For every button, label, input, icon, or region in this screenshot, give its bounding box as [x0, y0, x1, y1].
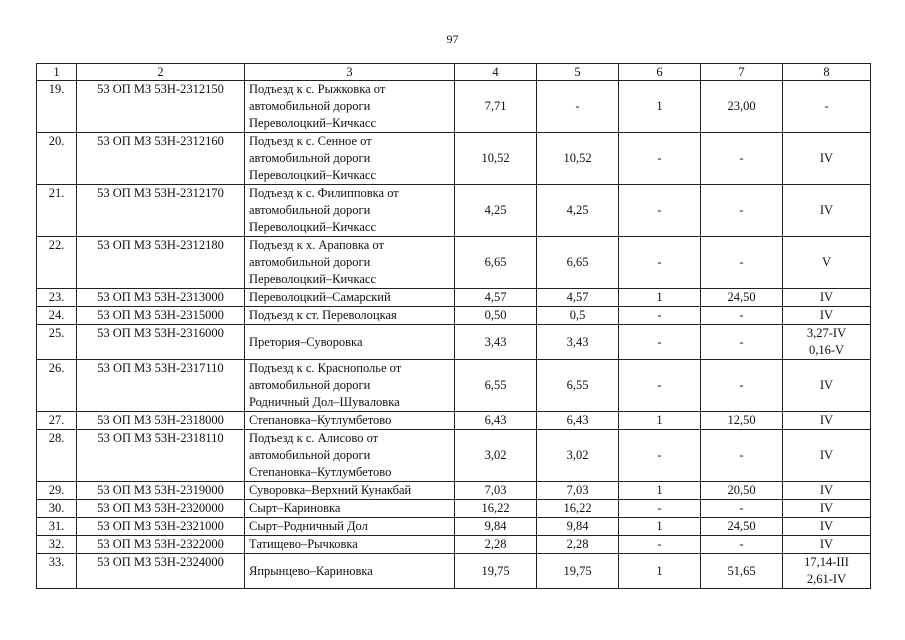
- page-number: 97: [446, 32, 459, 46]
- road-name-line: Степановка–Кутлумбетово: [249, 413, 392, 427]
- road-name: [245, 482, 455, 500]
- road-id: 53 ОП МЗ 53Н-2316000: [77, 325, 245, 360]
- column-header: 4: [455, 64, 537, 81]
- road-name-line: Подъезд к ст. Переволоцкая: [249, 308, 397, 322]
- road-name-line: автомобильной дороги: [249, 151, 371, 165]
- category-line: IV: [819, 413, 834, 427]
- road-name-line: Сырт–Родничный Дол: [249, 519, 368, 533]
- road-name-line: автомобильной дороги: [249, 255, 371, 269]
- col4-value: 19,75: [455, 554, 537, 589]
- roads-table: [36, 63, 871, 589]
- category-line: 3,27-IV: [806, 326, 847, 340]
- col4-value: 6,55: [455, 360, 537, 412]
- road-name-line: Суворовка–Верхний Кунакбай: [249, 483, 412, 497]
- road-name-line: автомобильной дороги: [249, 378, 371, 392]
- table-row: [37, 412, 871, 430]
- road-name: [245, 536, 455, 554]
- road-name: [245, 237, 455, 289]
- col7-value: 20,50: [701, 482, 783, 500]
- category-value: [783, 518, 871, 536]
- road-name: [245, 133, 455, 185]
- col4-value: 3,02: [455, 430, 537, 482]
- col6-value: -: [619, 185, 701, 237]
- table-row: [37, 133, 871, 185]
- road-name-line: автомобильной дороги: [249, 448, 371, 462]
- col4-value: 0,50: [455, 307, 537, 325]
- col5-value: 10,52: [537, 133, 619, 185]
- col5-value: 16,22: [537, 500, 619, 518]
- road-name-line: Япрынцево–Кариновка: [249, 563, 373, 578]
- category-value: [783, 133, 871, 185]
- col5-value: 6,55: [537, 360, 619, 412]
- category-line: IV: [819, 290, 834, 304]
- road-name: [245, 81, 455, 133]
- col5-value: 0,5: [537, 307, 619, 325]
- road-name-line: Сырт–Кариновка: [249, 501, 341, 515]
- category-line: 2,61-IV: [806, 572, 847, 586]
- row-number: 33.: [37, 554, 77, 589]
- row-number: 22.: [37, 237, 77, 289]
- col7-value: 24,50: [701, 518, 783, 536]
- category-line: -: [824, 99, 829, 113]
- col5-value: 7,03: [537, 482, 619, 500]
- road-name: [245, 307, 455, 325]
- col7-value: -: [701, 185, 783, 237]
- road-id: 53 ОП МЗ 53Н-2320000: [77, 500, 245, 518]
- road-name: [245, 518, 455, 536]
- road-name: [245, 360, 455, 412]
- category-line: IV: [819, 483, 834, 497]
- category-value: [783, 482, 871, 500]
- road-id: 53 ОП МЗ 53Н-2312170: [77, 185, 245, 237]
- category-value: [783, 554, 871, 589]
- col7-value: -: [701, 500, 783, 518]
- column-header: 6: [619, 64, 701, 81]
- col4-value: 4,57: [455, 289, 537, 307]
- col5-value: 3,02: [537, 430, 619, 482]
- col5-value: 6,65: [537, 237, 619, 289]
- road-name-line: Степановка–Кутлумбетово: [249, 465, 392, 479]
- road-name: [245, 554, 455, 589]
- road-id: 53 ОП МЗ 53Н-2313000: [77, 289, 245, 307]
- category-line: 17,14-III: [804, 555, 849, 569]
- col7-value: 12,50: [701, 412, 783, 430]
- col6-value: 1: [619, 518, 701, 536]
- road-name-line: автомобильной дороги: [249, 203, 371, 217]
- category-line: IV: [819, 501, 834, 515]
- column-header: 8: [783, 64, 871, 81]
- row-number: 28.: [37, 430, 77, 482]
- column-header: 3: [245, 64, 455, 81]
- table-row: [37, 536, 871, 554]
- category-line: IV: [819, 448, 834, 462]
- col7-value: -: [701, 536, 783, 554]
- col6-value: -: [619, 237, 701, 289]
- col6-value: -: [619, 500, 701, 518]
- col6-value: -: [619, 360, 701, 412]
- road-name-line: Подъезд к с. Краснополье от: [249, 361, 402, 375]
- col6-value: 1: [619, 482, 701, 500]
- table-row: [37, 500, 871, 518]
- category-line: 0,16-V: [808, 343, 845, 357]
- road-id: 53 ОП МЗ 53Н-2321000: [77, 518, 245, 536]
- col5-value: -: [537, 81, 619, 133]
- category-line: IV: [819, 537, 834, 551]
- column-header: 2: [77, 64, 245, 81]
- col7-value: 24,50: [701, 289, 783, 307]
- table-row: [37, 554, 871, 589]
- col5-value: 9,84: [537, 518, 619, 536]
- category-value: [783, 289, 871, 307]
- col4-value: 6,43: [455, 412, 537, 430]
- col5-value: 3,43: [537, 325, 619, 360]
- category-line: IV: [819, 378, 834, 392]
- col6-value: 1: [619, 412, 701, 430]
- col7-value: -: [701, 325, 783, 360]
- col4-value: 2,28: [455, 536, 537, 554]
- col7-value: -: [701, 237, 783, 289]
- road-id: 53 ОП МЗ 53Н-2318000: [77, 412, 245, 430]
- category-line: IV: [819, 203, 834, 217]
- category-line: IV: [819, 308, 834, 322]
- column-header: 7: [701, 64, 783, 81]
- road-name-line: Переволоцкий–Самарский: [249, 290, 391, 304]
- road-name: [245, 325, 455, 360]
- col5-value: 19,75: [537, 554, 619, 589]
- col6-value: -: [619, 307, 701, 325]
- row-number: 20.: [37, 133, 77, 185]
- table-row: [37, 360, 871, 412]
- col5-value: 4,25: [537, 185, 619, 237]
- table-row: [37, 307, 871, 325]
- road-id: 53 ОП МЗ 53Н-2312180: [77, 237, 245, 289]
- col6-value: -: [619, 325, 701, 360]
- road-id: 53 ОП МЗ 53Н-2319000: [77, 482, 245, 500]
- road-name: [245, 500, 455, 518]
- row-number: 29.: [37, 482, 77, 500]
- road-name-line: Подъезд к с. Сенное от: [249, 134, 372, 148]
- row-number: 31.: [37, 518, 77, 536]
- col4-value: 3,43: [455, 325, 537, 360]
- col4-value: 10,52: [455, 133, 537, 185]
- category-value: [783, 500, 871, 518]
- col7-value: 51,65: [701, 554, 783, 589]
- row-number: 24.: [37, 307, 77, 325]
- category-value: [783, 536, 871, 554]
- col4-value: 7,71: [455, 81, 537, 133]
- category-value: [783, 81, 871, 133]
- category-value: [783, 430, 871, 482]
- road-id: 53 ОП МЗ 53Н-2312160: [77, 133, 245, 185]
- road-name: [245, 289, 455, 307]
- road-name: [245, 185, 455, 237]
- road-id: 53 ОП МЗ 53Н-2317110: [77, 360, 245, 412]
- category-value: [783, 325, 871, 360]
- road-name-line: Родничный Дол–Шуваловка: [249, 395, 400, 409]
- category-value: [783, 412, 871, 430]
- road-name-line: Подъезд к х. Араповка от: [249, 238, 384, 252]
- col6-value: -: [619, 430, 701, 482]
- row-number: 21.: [37, 185, 77, 237]
- road-name-line: Подъезд к с. Алисово от: [249, 431, 379, 445]
- col5-value: 2,28: [537, 536, 619, 554]
- road-name-line: Подъезд к с. Филипповка от: [249, 186, 399, 200]
- road-name-line: Переволоцкий–Кичкасс: [249, 272, 376, 286]
- col7-value: -: [701, 360, 783, 412]
- road-name-line: Переволоцкий–Кичкасс: [249, 220, 376, 234]
- col6-value: 1: [619, 81, 701, 133]
- road-name-line: Претория–Суворовка: [249, 334, 363, 349]
- table-row: [37, 518, 871, 536]
- table-row: [37, 185, 871, 237]
- row-number: 25.: [37, 325, 77, 360]
- row-number: 26.: [37, 360, 77, 412]
- col4-value: 9,84: [455, 518, 537, 536]
- col5-value: 4,57: [537, 289, 619, 307]
- category-line: IV: [819, 519, 834, 533]
- road-id: 53 ОП МЗ 53Н-2315000: [77, 307, 245, 325]
- category-line: V: [821, 255, 832, 269]
- row-number: 27.: [37, 412, 77, 430]
- col4-value: 16,22: [455, 500, 537, 518]
- road-id: 53 ОП МЗ 53Н-2322000: [77, 536, 245, 554]
- road-name: [245, 430, 455, 482]
- col7-value: -: [701, 133, 783, 185]
- road-name-line: Переволоцкий–Кичкасс: [249, 168, 376, 182]
- road-name-line: Переволоцкий–Кичкасс: [249, 116, 376, 130]
- col4-value: 6,65: [455, 237, 537, 289]
- col7-value: -: [701, 430, 783, 482]
- table-row: [37, 430, 871, 482]
- road-name-line: автомобильной дороги: [249, 99, 371, 113]
- row-number: 30.: [37, 500, 77, 518]
- road-name: [245, 412, 455, 430]
- road-id: 53 ОП МЗ 53Н-2318110: [77, 430, 245, 482]
- col6-value: -: [619, 133, 701, 185]
- category-value: [783, 237, 871, 289]
- table-row: [37, 81, 871, 133]
- table-row: [37, 289, 871, 307]
- row-number: 32.: [37, 536, 77, 554]
- header-row: [37, 64, 871, 81]
- category-value: [783, 307, 871, 325]
- col6-value: -: [619, 536, 701, 554]
- col4-value: 7,03: [455, 482, 537, 500]
- row-number: 23.: [37, 289, 77, 307]
- table-row: [37, 325, 871, 360]
- road-name-line: Подъезд к с. Рыжковка от: [249, 82, 386, 96]
- col7-value: 23,00: [701, 81, 783, 133]
- table-row: [37, 237, 871, 289]
- category-value: [783, 360, 871, 412]
- row-number: 19.: [37, 81, 77, 133]
- road-name-line: Татищево–Рычковка: [249, 537, 358, 551]
- road-id: 53 ОП МЗ 53Н-2324000: [77, 554, 245, 589]
- table-row: [37, 482, 871, 500]
- col6-value: 1: [619, 289, 701, 307]
- col5-value: 6,43: [537, 412, 619, 430]
- category-line: IV: [819, 151, 834, 165]
- col7-value: -: [701, 307, 783, 325]
- column-header: 1: [37, 64, 77, 81]
- road-id: 53 ОП МЗ 53Н-2312150: [77, 81, 245, 133]
- category-value: [783, 185, 871, 237]
- column-header: 5: [537, 64, 619, 81]
- col6-value: 1: [619, 554, 701, 589]
- col4-value: 4,25: [455, 185, 537, 237]
